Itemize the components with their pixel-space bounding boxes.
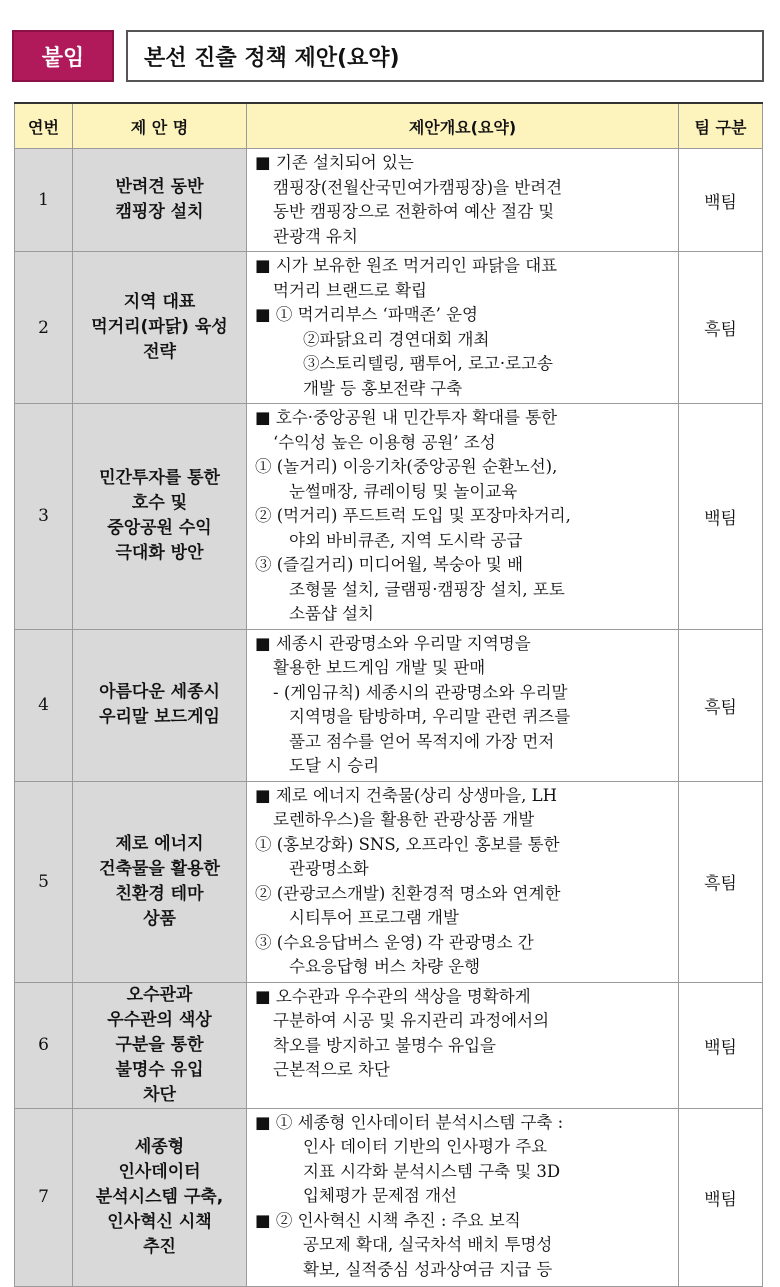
proposal-name-line: 민간투자를 통한 xyxy=(99,468,220,489)
table-row xyxy=(15,1108,763,1286)
proposal-name xyxy=(73,404,247,630)
summary-line: 공모제 확대, 실국차석 배치 투명성 xyxy=(303,1235,553,1254)
summary-line: 로렌하우스)을 활용한 관광상품 개발 xyxy=(273,810,535,829)
proposal-name-line: 건축물을 활용한 xyxy=(99,858,220,879)
proposal-name-line: 차단 xyxy=(143,1084,176,1105)
table-row xyxy=(15,252,763,404)
table-row xyxy=(15,781,763,982)
proposal-name-line: 세종형 xyxy=(134,1136,185,1157)
summary-line: ■ 오수관과 우수관의 색상을 명확하게 xyxy=(255,986,531,1006)
proposal-name-line: 먹거리(파닭) 육성 xyxy=(91,317,228,337)
proposal-summary xyxy=(247,982,679,1108)
team-label: 백팀 xyxy=(679,404,763,630)
proposal-name-line: 반려견 동반 xyxy=(115,177,204,197)
proposal-summary xyxy=(247,1108,679,1286)
summary-line: ■ 세종시 관광명소와 우리말 지역명을 xyxy=(255,633,531,653)
summary-line: 풀고 점수를 얻어 목적지에 가장 먼저 xyxy=(289,731,555,751)
summary-line: 관광객 유치 xyxy=(273,226,358,246)
proposal-name xyxy=(73,252,247,404)
summary-line: ②파닭요리 경연대회 개최 xyxy=(303,329,490,349)
proposal-name-line: 상품 xyxy=(143,908,176,929)
summary-line: ■ ① 세종형 인사데이터 분석시스템 구축 : xyxy=(255,1112,564,1132)
summary-line: 구분하여 시공 및 유지관리 과정에서의 xyxy=(273,1011,550,1030)
summary-line: ① (놀거리) 이응기차(중앙공원 순환노선), xyxy=(255,457,558,476)
summary-line: 관광명소화 xyxy=(289,859,369,878)
proposal-name-line: 추진 xyxy=(143,1236,176,1257)
proposal-name-line: 극대화 방안 xyxy=(115,543,204,564)
summary-line: ③ (즐길거리) 미디어월, 복숭아 및 배 xyxy=(255,555,524,574)
team-label: 흑팀 xyxy=(679,629,763,781)
proposal-name-line: 전략 xyxy=(143,342,176,362)
proposal-name-line: 인사데이터 xyxy=(118,1161,201,1182)
column-header-team: 팀 구분 xyxy=(679,103,763,149)
proposal-name-line: 우리말 보드게임 xyxy=(99,707,220,727)
proposal-name-line: 불명수 유입 xyxy=(115,1059,204,1080)
row-number: 2 xyxy=(15,252,73,404)
summary-line: 시티투어 프로그램 개발 xyxy=(289,908,459,927)
summary-line: ③ (수요응답버스 운영) 각 관광명소 간 xyxy=(255,932,534,952)
summary-line: ③스토리텔링, 팸투어, 로고·로고송 xyxy=(303,354,553,373)
summary-line: 동반 캠핑장으로 전환하여 예산 절감 및 xyxy=(273,202,555,221)
proposal-summary xyxy=(247,252,679,404)
summary-line: 도달 시 승리 xyxy=(289,756,380,775)
summary-line: ■ 시가 보유한 원조 먹거리인 파닭을 대표 xyxy=(255,256,558,275)
proposal-summary xyxy=(247,781,679,982)
summary-line: 인사 데이터 기반의 인사평가 주요 xyxy=(303,1137,548,1156)
table-row xyxy=(15,404,763,630)
summary-line: 지역명을 탐방하며, 우리말 관련 퀴즈를 xyxy=(289,707,571,726)
summary-line: 조형물 설치, 글램핑·캠핑장 설치, 포토 xyxy=(289,579,565,599)
summary-line: 야외 바비큐존, 지역 도시락 공급 xyxy=(289,530,523,550)
proposal-name-line: 제로 에너지 xyxy=(115,833,204,854)
row-number: 6 xyxy=(15,982,73,1108)
summary-line: 입체평가 문제점 개선 xyxy=(303,1186,457,1205)
summary-line: ■ 기존 설치되어 있는 xyxy=(255,153,414,172)
proposal-name-line: 지역 대표 xyxy=(123,292,196,312)
team-label: 흑팀 xyxy=(679,252,763,404)
column-header-summary: 제안개요(요약) xyxy=(247,103,679,149)
summary-line: 수요응답형 버스 차량 운행 xyxy=(289,957,481,976)
summary-line: 소품샵 설치 xyxy=(289,604,374,623)
proposal-name-line: 중앙공원 수익 xyxy=(107,518,212,539)
summary-line: 착오를 방지하고 불명수 유입을 xyxy=(273,1035,496,1055)
team-label: 백팀 xyxy=(679,982,763,1108)
proposal-name-line: 분석시스템 구축, xyxy=(95,1186,224,1207)
summary-line: 먹거리 브랜드로 확립 xyxy=(273,280,427,300)
proposal-name xyxy=(73,982,247,1108)
summary-line: ■ ② 인사혁신 시책 추진 : 주요 보직 xyxy=(255,1210,521,1230)
summary-line: ‘수익성 높은 이용형 공원’ 조성 xyxy=(273,432,496,452)
summary-line: 눈썰매장, 큐레이팅 및 놀이교육 xyxy=(289,481,518,501)
proposal-name-line: 캠핑장 설치 xyxy=(115,202,204,222)
column-header-name: 제 안 명 xyxy=(73,103,247,149)
proposal-name-line: 호수 및 xyxy=(131,493,188,514)
proposal-summary xyxy=(247,404,679,630)
page-title: 본선 진출 정책 제안(요약) xyxy=(126,30,764,82)
team-label: 백팀 xyxy=(679,149,763,252)
attachment-badge: 붙임 xyxy=(12,30,114,82)
proposal-name xyxy=(73,629,247,781)
summary-line: 개발 등 홍보전략 구축 xyxy=(303,378,463,398)
summary-line: ■ 호수·중앙공원 내 민간투자 확대를 통한 xyxy=(255,408,558,427)
proposal-name-line: 친환경 테마 xyxy=(115,883,204,904)
proposal-name-line: 오수관과 xyxy=(126,984,193,1005)
table-header-row xyxy=(15,103,763,149)
summary-line: 지표 시각화 분석시스템 구축 및 3D xyxy=(303,1161,561,1181)
summary-line: 활용한 보드게임 개발 및 판매 xyxy=(273,658,486,677)
proposal-summary xyxy=(247,149,679,252)
proposal-summary xyxy=(247,629,679,781)
proposal-table xyxy=(14,102,763,1287)
summary-line: - (게임규칙) 세종시의 관광명소와 우리말 xyxy=(273,682,568,702)
row-number: 5 xyxy=(15,781,73,982)
column-header-number: 연번 xyxy=(15,103,73,149)
proposal-name-line: 인사혁신 시책 xyxy=(107,1211,212,1232)
summary-line: ① (홍보강화) SNS, 오프라인 홍보를 통한 xyxy=(255,834,560,854)
team-label: 백팀 xyxy=(679,1108,763,1286)
row-number: 7 xyxy=(15,1108,73,1286)
summary-line: 근본적으로 차단 xyxy=(273,1060,390,1079)
team-label: 흑팀 xyxy=(679,781,763,982)
summary-line: 캠핑장(전월산국민여가캠핑장)을 반려견 xyxy=(273,177,563,197)
table-row xyxy=(15,149,763,252)
proposal-name xyxy=(73,781,247,982)
summary-line: ■ 제로 에너지 건축물(상리 상생마을, LH xyxy=(255,785,557,805)
summary-line: 확보, 실적중심 성과상여금 지급 등 xyxy=(303,1259,553,1279)
table-row xyxy=(15,629,763,781)
proposal-name xyxy=(73,149,247,252)
summary-line: ■ ① 먹거리부스 ‘파맥존’ 운영 xyxy=(255,305,478,324)
proposal-name xyxy=(73,1108,247,1286)
proposal-name-line: 아름다운 세종시 xyxy=(99,682,220,702)
row-number: 3 xyxy=(15,404,73,630)
proposal-name-line: 우수관의 색상 xyxy=(107,1009,212,1030)
row-number: 4 xyxy=(15,629,73,781)
summary-line: ② (관광코스개발) 친환경적 명소와 연계한 xyxy=(255,883,561,903)
row-number: 1 xyxy=(15,149,73,252)
summary-line: ② (먹거리) 푸드트럭 도입 및 포장마차거리, xyxy=(255,506,571,525)
table-row xyxy=(15,982,763,1108)
proposal-name-line: 구분을 통한 xyxy=(115,1034,204,1055)
page-header xyxy=(12,30,764,82)
